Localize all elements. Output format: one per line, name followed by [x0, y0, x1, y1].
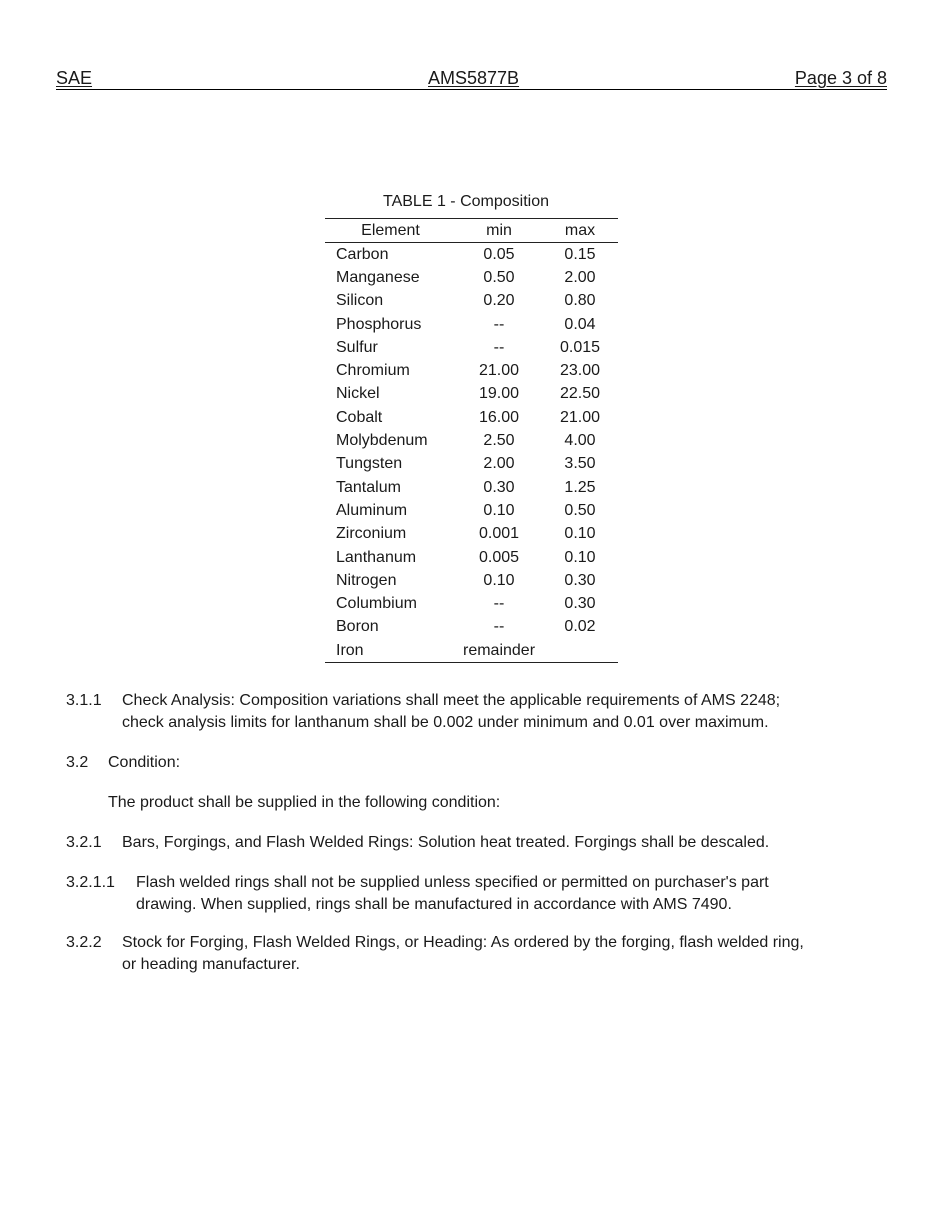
- section-3-2-1-1: [66, 872, 866, 916]
- cell-max: 2.00: [564, 268, 596, 286]
- header-doc-number: AMS5877B: [428, 68, 520, 88]
- section-3-1-1: [66, 690, 866, 734]
- table-row: [325, 453, 618, 476]
- cell-element: Carbon: [336, 245, 389, 263]
- table-row: [325, 476, 618, 499]
- cell-element: Silicon: [336, 292, 384, 310]
- cell-min: 0.10: [483, 501, 515, 519]
- table-row: [325, 266, 618, 289]
- table-row: [325, 406, 618, 429]
- section-text-line: Flash welded rings shall not be supplied unless specified or permitted on purchaser's part: [136, 874, 769, 891]
- page-header: [56, 67, 887, 90]
- cell-min: --: [493, 338, 505, 356]
- table-row: [325, 639, 618, 663]
- cell-min: 0.30: [483, 478, 515, 496]
- section-number: 3.2.1: [66, 834, 102, 851]
- column-header-min: min: [456, 219, 542, 243]
- section-title: Condition:: [108, 754, 181, 771]
- cell-element: Zirconium: [336, 525, 407, 543]
- cell-max: 0.02: [564, 618, 596, 636]
- table-row: [325, 592, 618, 615]
- cell-element: Nitrogen: [336, 571, 397, 589]
- cell-min: 16.00: [478, 408, 520, 426]
- cell-max: 1.25: [564, 478, 596, 496]
- cell-min: 0.001: [478, 525, 520, 543]
- section-3-2-2: [66, 932, 876, 976]
- cell-max: 0.10: [564, 525, 596, 543]
- cell-min: --: [493, 595, 505, 613]
- cell-min: --: [493, 315, 505, 333]
- cell-max: 0.04: [564, 315, 596, 333]
- cell-min: 0.05: [483, 245, 515, 263]
- cell-max: 0.015: [559, 338, 601, 356]
- table-row: [325, 336, 618, 359]
- cell-element: Cobalt: [336, 408, 383, 426]
- cell-max: 0.15: [564, 245, 596, 263]
- cell-max: 0.10: [564, 548, 596, 566]
- section-text-line: Check Analysis: Composition variations shall meet the applicable requirements of AMS 2248;: [122, 692, 781, 709]
- section-text-line: drawing. When supplied, rings shall be manufactured in accordance with AMS 7490.: [136, 896, 732, 913]
- cell-element: Aluminum: [336, 501, 408, 519]
- column-header-element: Element: [325, 219, 456, 243]
- section-number: 3.2: [66, 754, 89, 771]
- table-header-row: [325, 219, 618, 243]
- table-row: [325, 429, 618, 452]
- header-org: SAE: [56, 68, 93, 88]
- cell-element: Chromium: [336, 362, 410, 380]
- cell-min: 2.00: [483, 455, 515, 473]
- section-number: 3.2.2: [66, 934, 102, 951]
- cell-element: Boron: [336, 618, 379, 636]
- cell-element: Sulfur: [336, 338, 378, 356]
- cell-min: 21.00: [478, 362, 520, 380]
- table-body: [325, 243, 618, 663]
- table-row: [325, 546, 618, 569]
- cell-min: remainder: [456, 639, 542, 663]
- table-row: [325, 383, 618, 406]
- cell-element: Tantalum: [336, 478, 401, 496]
- table-row: [325, 313, 618, 336]
- section-text-line: Bars, Forgings, and Flash Welded Rings: Solution heat treated. Forgings shall be descaled.: [122, 834, 770, 851]
- table-row: [325, 499, 618, 522]
- cell-element: Lanthanum: [336, 548, 417, 566]
- cell-min: 0.005: [478, 548, 520, 566]
- table-row: [325, 569, 618, 592]
- cell-element: Columbium: [336, 595, 417, 613]
- table-row: [325, 359, 618, 382]
- cell-max: [542, 639, 618, 663]
- cell-min: 2.50: [483, 432, 515, 450]
- cell-min: 0.20: [483, 292, 515, 310]
- section-3-2: [66, 752, 866, 774]
- cell-max: 21.00: [559, 408, 601, 426]
- cell-max: 4.00: [564, 432, 596, 450]
- section-3-2-body: The product shall be supplied in the following condition:: [108, 794, 501, 811]
- column-header-max: max: [542, 219, 618, 243]
- cell-element: Tungsten: [336, 455, 403, 473]
- cell-element: Molybdenum: [336, 432, 428, 450]
- cell-max: 3.50: [564, 455, 596, 473]
- table-row: [325, 616, 618, 639]
- section-text-line: or heading manufacturer.: [122, 956, 300, 973]
- composition-table: [325, 218, 618, 663]
- table-row: [325, 243, 618, 267]
- cell-element: Phosphorus: [336, 315, 422, 333]
- section-text-line: check analysis limits for lanthanum shall be 0.002 under minimum and 0.01 over maximum.: [122, 714, 769, 731]
- section-number: 3.1.1: [66, 692, 102, 709]
- cell-min: 0.10: [483, 571, 515, 589]
- cell-element: Iron: [325, 639, 456, 663]
- section-3-2-1: [66, 832, 866, 854]
- cell-max: 23.00: [559, 362, 601, 380]
- cell-element: Nickel: [336, 385, 380, 403]
- section-text-line: Stock for Forging, Flash Welded Rings, or Heading: As ordered by the forging, flash welded ring,: [122, 934, 804, 951]
- cell-max: 0.30: [564, 571, 596, 589]
- cell-max: 0.30: [564, 595, 596, 613]
- table-row: [325, 523, 618, 546]
- cell-max: 0.50: [564, 501, 596, 519]
- cell-min: 0.50: [483, 268, 515, 286]
- header-page-number: Page 3 of 8: [794, 68, 887, 88]
- cell-max: 0.80: [564, 292, 596, 310]
- cell-min: --: [493, 618, 505, 636]
- cell-min: 19.00: [478, 385, 520, 403]
- table-caption: TABLE 1 - Composition: [383, 193, 549, 210]
- cell-element: Manganese: [336, 268, 420, 286]
- section-number: 3.2.1.1: [66, 874, 115, 891]
- table-row: [325, 290, 618, 313]
- cell-max: 22.50: [559, 385, 601, 403]
